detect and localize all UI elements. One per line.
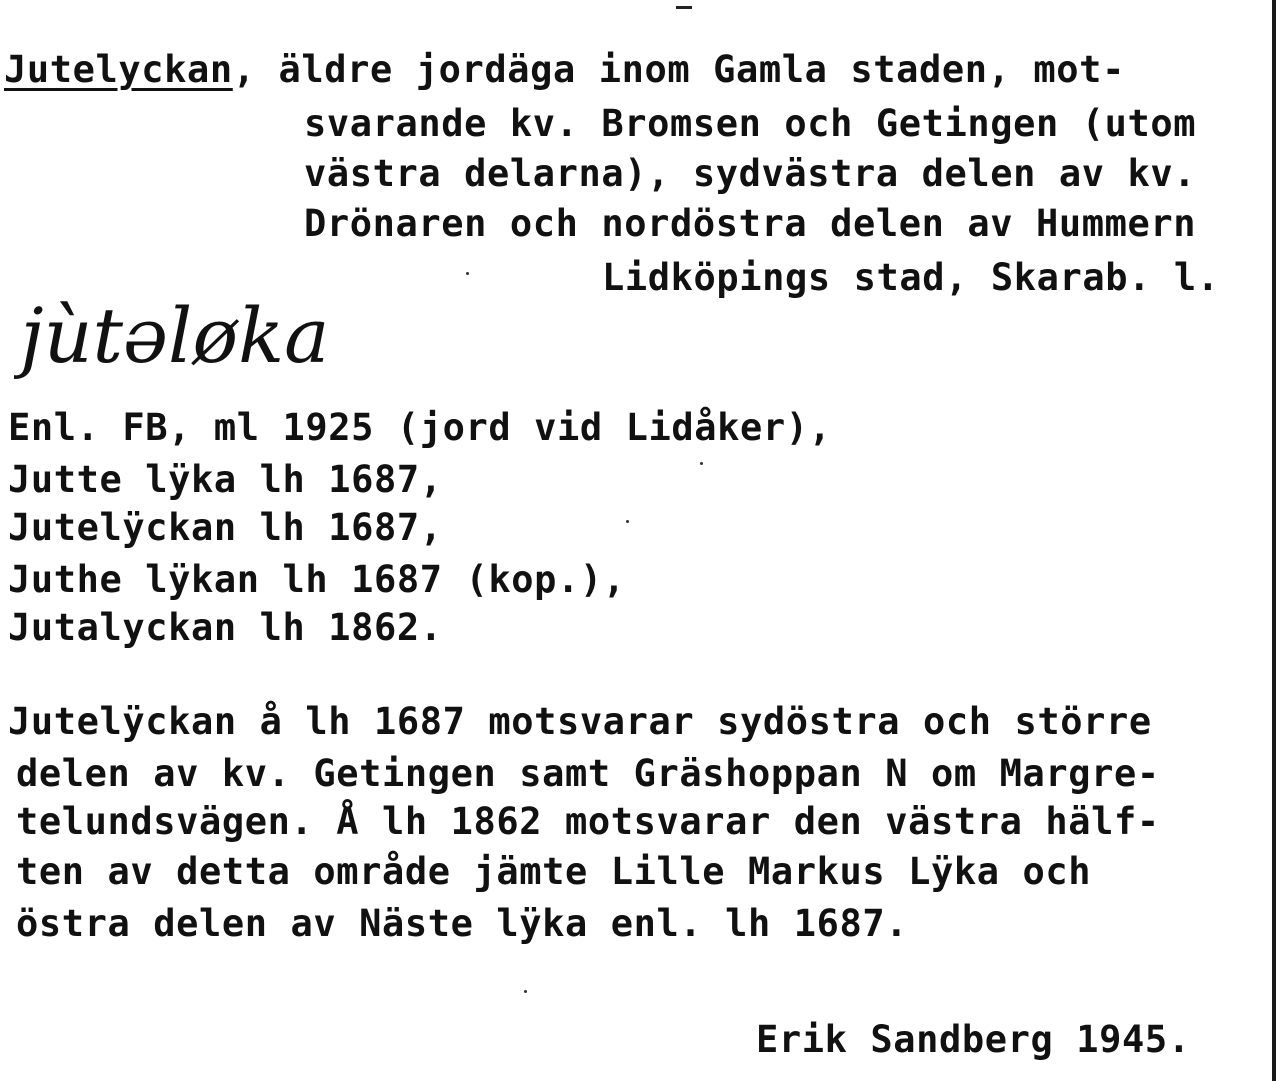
card-right-edge [1272,0,1276,1081]
handwritten-pronunciation [14,270,494,410]
note-line-3: telundsvägen. Å lh 1862 motsvarar den västra hälf- [16,800,1160,843]
headword-comma: , [232,48,279,91]
source-line-3: Jutelÿckan lh 1687, [8,506,443,549]
note-line-5: östra delen av Näste lÿka enl. lh 1687. [16,902,909,945]
scan-speck [466,272,469,275]
headword: Jutelyckan [4,48,233,91]
definition-line-4: Drönaren och nordöstra delen av Hummern [304,202,1197,245]
definition-line-2: svarande kv. Bromsen och Getingen (utom [304,102,1197,145]
source-line-1: Enl. FB, ml 1925 (jord vid Lidåker), [8,406,832,449]
source-line-5: Jutalyckan lh 1862. [8,606,443,649]
definition-line-3: västra delarna), sydvästra delen av kv. [304,152,1197,195]
note-line-1: Jutelÿckan å lh 1687 motsvarar sydöstra och större [8,700,1152,743]
signature: Erik Sandberg 1945. [756,1018,1191,1061]
definition-line-1: äldre jordäga inom Gamla staden, mot- [278,48,1125,91]
top-edge-mark [676,6,692,9]
source-line-2: Jutte lÿka lh 1687, [8,458,443,501]
pronunciation-text: jùtəløka [20,291,330,380]
note-line-2: delen av kv. Getingen samt Gräshoppan N om Margre- [16,752,1160,795]
scan-speck [626,520,629,523]
scan-speck [700,462,703,465]
location-line: Lidköpings stad, Skarab. l. [602,256,1220,299]
scan-speck [524,990,527,993]
headword-line [4,50,1125,90]
source-line-4: Juthe lÿkan lh 1687 (kop.), [8,558,626,601]
note-line-4: ten av detta område jämte Lille Markus Lÿka och [16,850,1092,893]
